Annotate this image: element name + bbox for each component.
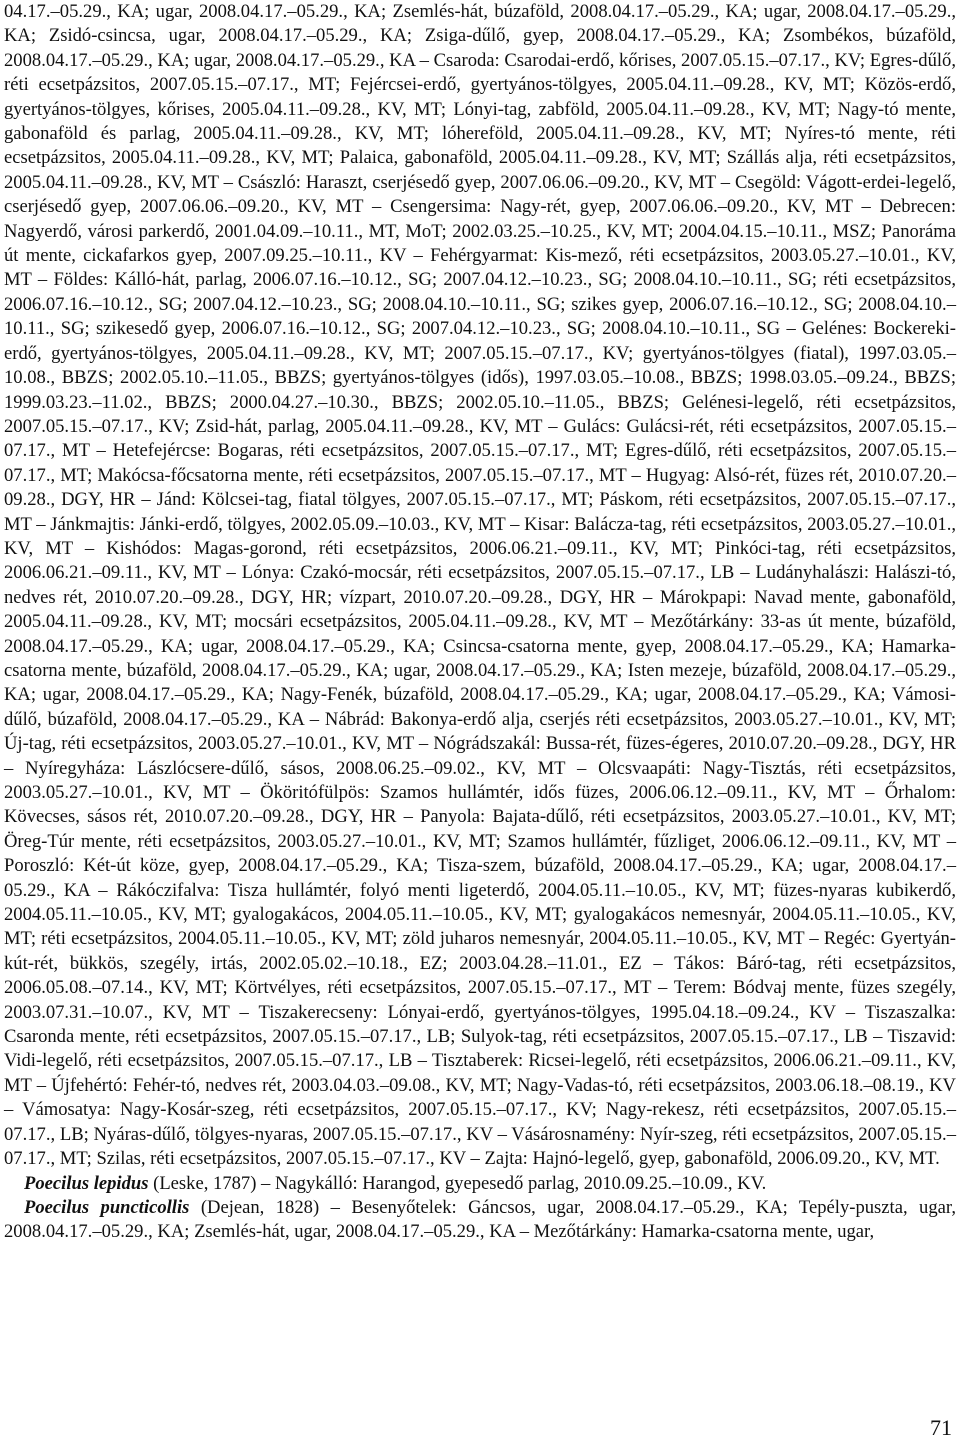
species-entry-poecilus-lepidus — [4, 1172, 956, 1196]
body-text — [4, 0, 956, 1245]
species-record-text: (Dejean, 1828) – Besenyőtelek: Gáncsos, ugar, 2008.04.17.–05.29., KA; Tepély-puszta, ugar, 2008.04.17.–05.29., KA; Zsemlés-hát, ugar, 2008.04.17.–05.29., KA – Mezőtárkány: Hamarka-csatorna mente, ugar, — [4, 1196, 956, 1243]
species-record-text: (Leske, 1787) – Nagykálló: Harangod, gyepesedő parlag, 2010.09.25.–10.09., KV. — [148, 1172, 767, 1194]
species-name: Poecilus puncticollis — [24, 1196, 190, 1218]
page-number: 71 — [930, 1415, 952, 1440]
continuation-paragraph: 04.17.–05.29., KA; ugar, 2008.04.17.–05.29., KA; Zsemlés-hát, búzaföld, 2008.04.17.–05.29., KA; ugar, 2008.04.17.–05.29., KA; Zsidó-csincsa, ugar, 2008.04.17.–05.29., KA; Zsiga-dűlő, gyep, 2008.04.17.–05.29., KA; Zsombékos, búzaföld, 2008.04.17.–05.29., KA; ugar, 2008.04.17.–05.29., KA – Csaroda: Csarodai-erdő, kőrises, 2007.05.15.–07.17., KV; Egres-dűlő, réti ecsetpázsitos, 2007.05.15.–07.17., MT; Fejércsei-erdő, gyertyános-tölgyes, 2005.04.11.–09.28., KV, MT; Közös-erdő, gyertyános-tölgyes, kőrises, 2005.04.11.–09.28., KV, MT; Lónyi-tag, zabföld, 2005.04.11.–09.28., KV, MT; Nagy-tó mente, gabonaföld és parlag, 2005.04.11.–09.28., KV, MT; lóhereföld, 2005.04.11.–09.28., KV, MT; Nyíres-tó mente, réti ecsetpázsitos, 2005.04.11.–09.28., KV, MT; Palaica, gabonaföld, 2005.04.11.–09.28., KV, MT; Szállás alja, réti ecsetpázsitos, 2005.04.11.–09.28., KV, MT – Császló: Haraszt, cserjésedő gyep, 2007.06.06.–09.20., KV, MT – Csegöld: Vágott-erdei-legelő, cserjésedő gyep, 2007.06.06.–09.20., KV, MT – Csengersima: Nagy-rét, gyep, 2007.06.06.–09.20., KV, MT – Debrecen: Nagyerdő, városi parkerdő, 2001.04.09.–10.11., MT, MoT; 2002.03.25.–10.25., KV, MT; 2004.04.15.–10.11., MSZ; Panoráma út mente, cickafarkos gyep, 2007.09.25.–10.11., KV – Fehérgyarmat: Kis-mező, réti ecsetpázsitos, 2003.05.27.–10.01., KV, MT – Földes: Kálló-hát, parlag, 2006.07.16.–10.12., SG; 2007.04.12.–10.23., SG; 2008.04.10.–10.11., SG; réti ecsetpázsitos, 2006.07.16.–10.12., SG; 2007.04.12.–10.23., SG; 2008.04.10.–10.11., SG; szikes gyep, 2006.07.16.–10.12., SG; 2008.04.10.–10.11., SG; szikesedő gyep, 2006.07.16.–10.12., SG; 2007.04.12.–10.23., SG; 2008.04.10.–10.11., SG – Gelénes: Bockereki-erdő, gyertyános-tölgyes, 2005.04.11.–09.28., KV, MT; 2007.05.15.–07.17., KV; gyertyános-tölgyes (fiatal), 1997.03.05.–10.08., BBZS; 2002.05.10.–11.05., BBZS; gyertyános-tölgyes (idős), 1997.03.05.–10.08., BBZS; 1998.03.05.–09.24., BBZS; 1999.03.23.–11.02., BBZS; 2000.04.27.–10.30., BBZS; 2002.05.10.–11.05., BBZS; Gelénesi-legelő, réti ecsetpázsitos, 2007.05.15.–07.17., KV; Zsid-hát, parlag, 2005.04.11.–09.28., KV, MT – Gulács: Gulácsi-rét, réti ecsetpázsitos, 2007.05.15.–07.17., MT – Hetefejércse: Bogaras, réti ecsetpázsitos, 2007.05.15.–07.17., MT; Egres-dűlő, réti ecsetpázsitos, 2007.05.15.–07.17., MT; Makócsa-főcsatorna mente, réti ecsetpázsitos, 2007.05.15.–07.17., MT – Hugyag: Alsó-rét, füzes rét, 2010.07.20.–09.28., DGY, HR – Jánd: Kölcsei-tag, fiatal tölgyes, 2007.05.15.–07.17., MT; Páskom, réti ecsetpázsitos, 2007.05.15.–07.17., MT – Jánkmajtis: Jánki-erdő, tölgyes, 2002.05.09.–10.03., KV, MT – Kisar: Balácza-tag, réti ecsetpázsitos, 2003.05.27.–10.01., KV, MT – Kishódos: Magas-gorond, réti ecsetpázsitos, 2006.06.21.–09.11., KV, MT; Pinkóci-tag, réti ecsetpázsitos, 2006.06.21.–09.11., KV, MT – Lónya: Czakó-mocsár, réti ecsetpázsitos, 2007.05.15.–07.17., LB – Ludányhalászi: Halászi-tó, nedves rét, 2010.07.20.–09.28., DGY, HR; vízpart, 2010.07.20.–09.28., DGY, HR – Márokpapi: Navad mente, gabonaföld, 2005.04.11.–09.28., KV, MT; mocsári ecsetpázsitos, 2005.04.11.–09.28., KV, MT – Mezőtárkány: 33-as út mente, búzaföld, 2008.04.17.–05.29., KA; ugar, 2008.04.17.–05.29., KA; Csincsa-csatorna mente, gyep, 2008.04.17.–05.29., KA; Hamarka-csatorna mente, búzaföld, 2008.04.17.–05.29., KA; ugar, 2008.04.17.–05.29., KA; Isten mezeje, búzaföld, 2008.04.17.–05.29., KA; ugar, 2008.04.17.–05.29., KA; Nagy-Fenék, búzaföld, 2008.04.17.–05.29., KA; ugar, 2008.04.17.–05.29., KA; Vámosi-dűlő, búzaföld, 2008.04.17.–05.29., KA – Nábrád: Bakonya-erdő alja, cserjés réti ecsetpázsitos, 2003.05.27.–10.01., KV, MT; Új-tag, réti ecsetpázsitos, 2003.05.27.–10.01., KV, MT – Nógrádszakál: Bussa-rét, füzes-égeres, 2010.07.20.–09.28., DGY, HR – Nyíregyháza: Lászlócsere-dűlő, sásos, 2008.06.25.–09.02., KV, MT – Olcsvaapáti: Nagy-Tisztás, réti ecsetpázsitos, 2003.05.27.–10.01., KV, MT – Ököritófülpös: Szamos hullámtér, idős füzes, 2006.06.12.–09.11., KV, MT – Őrhalom: Kövecses, sásos rét, 2010.07.20.–09.28., DGY, HR – Panyola: Bajata-dűlő, réti ecsetpázsitos, 2003.05.27.–10.01., KV, MT; Öreg-Túr mente, réti ecsetpázsitos, 2003.05.27.–10.01., KV, MT; Szamos hullámtér, fűzliget, 2006.06.12.–09.11., KV, MT – Poroszló: Két-út köze, gyep, 2008.04.17.–05.29., KA; Tisza-szem, búzaföld, 2008.04.17.–05.29., KA; ugar, 2008.04.17.–05.29., KA – Rákóczifalva: Tisza hullámtér, folyó menti ligeterdő, 2004.05.11.–10.05., KV, MT; füzes-nyaras kubikerdő, 2004.05.11.–10.05., KV, MT; gyalogakácos, 2004.05.11.–10.05., KV, MT; gyalogakácos nemesnyár, 2004.05.11.–10.05., KV, MT; réti ecsetpázsitos, 2004.05.11.–10.05., KV, MT; zöld juharos nemesnyár, 2004.05.11.–10.05., KV, MT – Regéc: Gyertyán-kút-rét, bükkös, szegély, irtás, 2002.05.02.–10.18., EZ; 2003.04.28.–11.01., EZ – Tákos: Báró-tag, réti ecsetpázsitos, 2006.05.08.–07.14., KV, MT; Körtvélyes, réti ecsetpázsitos, 2007.05.15.–07.17., MT – Terem: Bódvaj mente, füzes szegély, 2003.07.31.–10.07., KV, MT – Tiszakerecseny: Lónyai-erdő, gyertyános-tölgyes, 1995.04.18.–09.24., KV – Tiszaszalka: Csaronda mente, réti ecsetpázsitos, 2007.05.15.–07.17., LB; Sulyok-tag, réti ecsetpázsitos, 2007.05.15.–07.17., LB – Tiszavid: Vidi-legelő, réti ecsetpázsitos, 2007.05.15.–07.17., LB – Tisztaberek: Ricsei-legelő, réti ecsetpázsitos, 2006.06.21.–09.11., KV, MT – Újfehértó: Fehér-tó, nedves rét, 2003.04.03.–09.08., KV, MT; Nagy-Vadas-tó, réti ecsetpázsitos, 2003.06.18.–08.19., KV – Vámosatya: Nagy-Kosár-szeg, réti ecsetpázsitos, 2007.05.15.–07.17., KV; Nagy-rekesz, réti ecsetpázsitos, 2007.05.15.–07.17., LB; Nyáras-dűlő, tölgyes-nyaras, 2007.05.15.–07.17., KV – Vásárosnamény: Nyír-szeg, réti ecsetpázsitos, 2007.05.15.–07.17., MT; Szilas, réti ecsetpázsitos, 2007.05.15.–07.17., KV – Zajta: Hajnó-legelő, gyep, gabonaföld, 2006.09.20., KV, MT. — [4, 1, 956, 1170]
species-name: Poecilus lepidus — [24, 1172, 149, 1194]
species-entry-poecilus-puncticollis — [4, 1196, 956, 1245]
